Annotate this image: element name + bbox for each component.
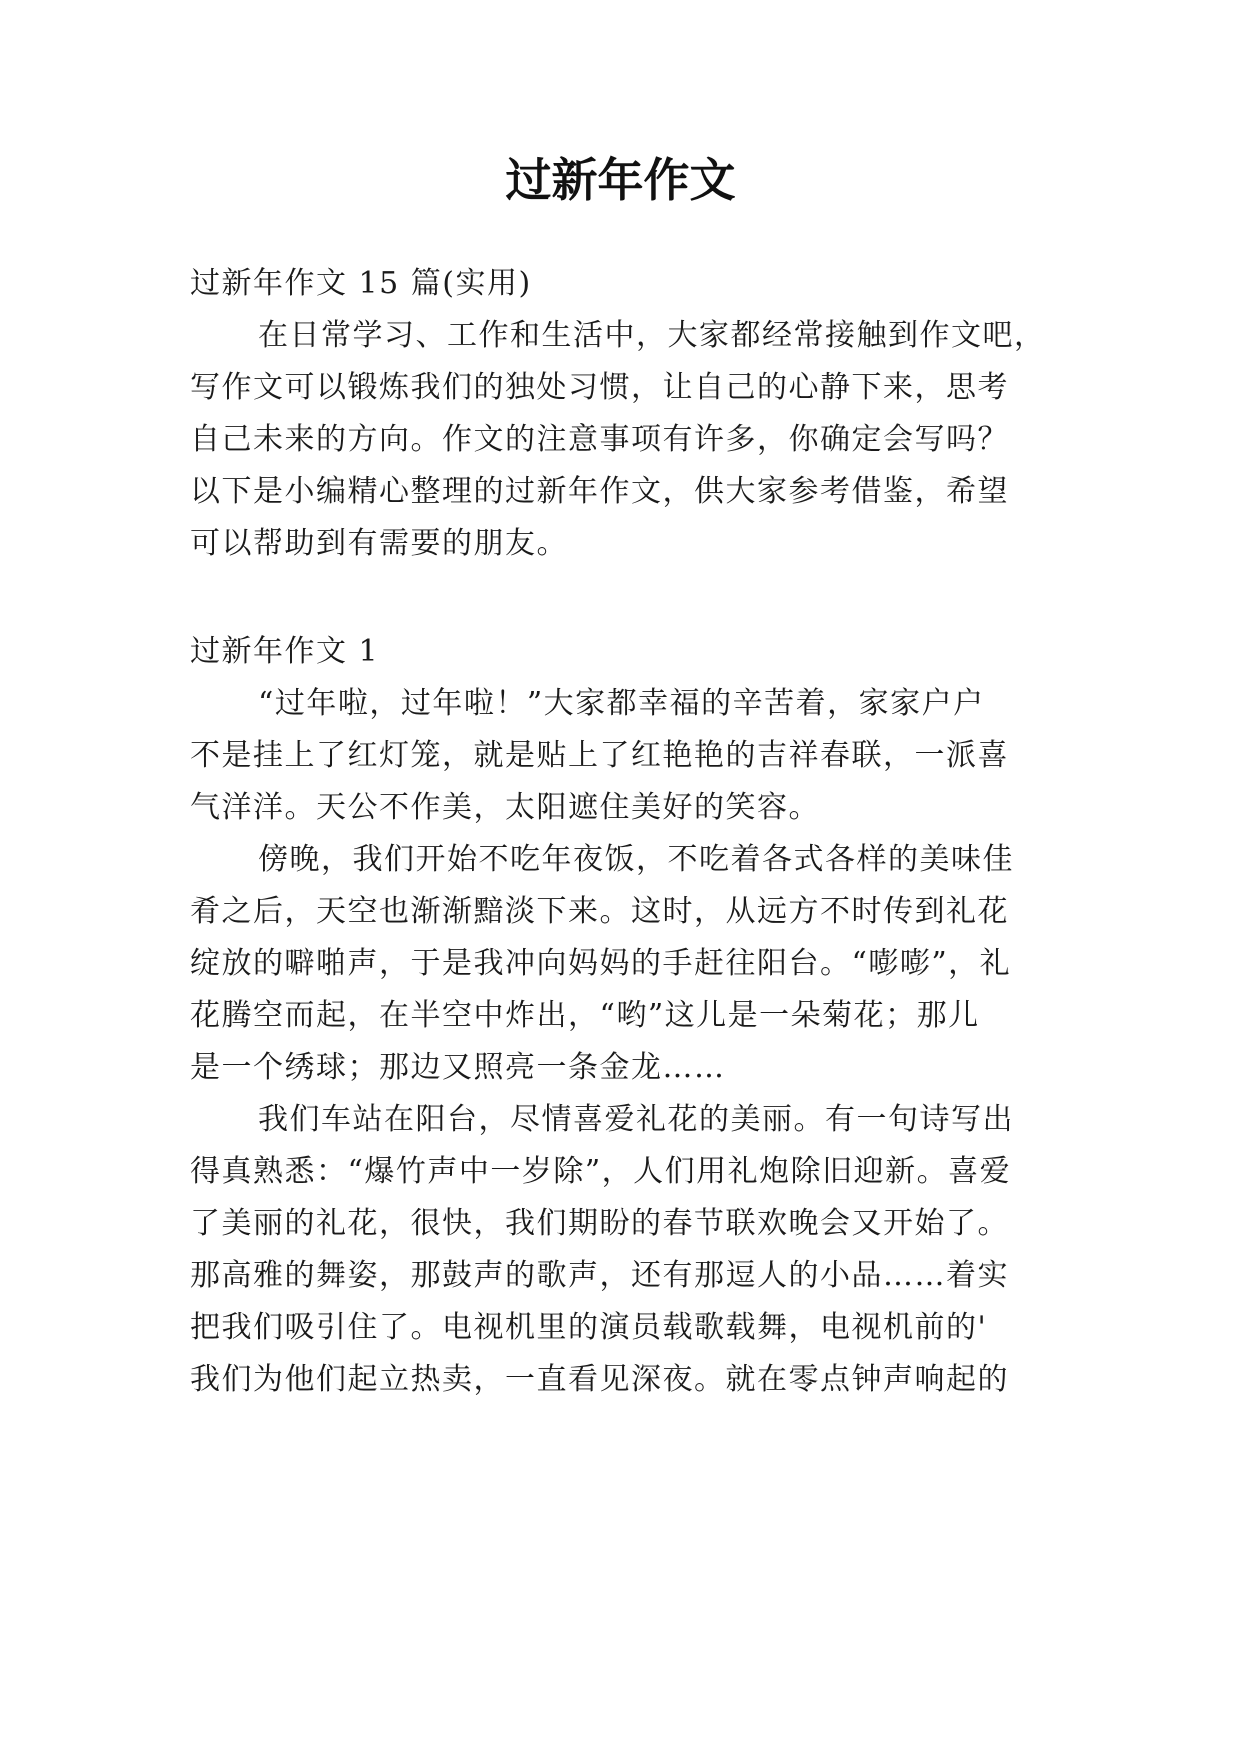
paragraph-line-13: 把我们吸引住了。电视机里的演员载歌载舞，电视机前的' [190, 1310, 988, 1345]
paragraph-line-12: 那高雅的舞姿，那鼓声的歌声，还有那逗人的小品……着实 [190, 1258, 1009, 1293]
document-title: 过新年作文 [505, 153, 736, 207]
section-heading: 过新年作文 1 [190, 634, 380, 669]
paragraph-line-9: 我们车站在阳台，尽情喜爱礼花的美丽。有一句诗写出 [258, 1102, 1014, 1137]
paragraph-line-11: 了美丽的礼花，很快，我们期盼的春节联欢晚会又开始了。 [190, 1206, 1009, 1241]
paragraph-line-2: 不是挂上了红灯笼，就是贴上了红艳艳的吉祥春联，一派喜 [190, 738, 1009, 773]
intro-line-4: 以下是小编精心整理的过新年作文，供大家参考借鉴，希望 [190, 474, 1009, 509]
intro-line-3: 自己未来的方向。作文的注意事项有许多，你确定会写吗？ [190, 422, 1009, 457]
paragraph-line-14: 我们为他们起立热卖，一直看见深夜。就在零点钟声响起的 [190, 1362, 1009, 1397]
paragraph-line-3: 气洋洋。天公不作美，太阳遮住美好的笑容。 [190, 790, 820, 825]
paragraph-line-1: “过年啦，过年啦！”大家都幸福的辛苦着，家家户户 [258, 686, 985, 721]
paragraph-line-8: 是一个绣球；那边又照亮一条金龙…… [190, 1050, 726, 1085]
intro-line-1: 在日常学习、工作和生活中，大家都经常接触到作文吧， [258, 318, 1046, 353]
intro-line-2: 写作文可以锻炼我们的独处习惯，让自己的心静下来，思考 [190, 370, 1009, 405]
intro-line-5: 可以帮助到有需要的朋友。 [190, 526, 568, 561]
paragraph-line-7: 花腾空而起，在半空中炸出，“哟”这儿是一朵菊花；那儿 [190, 998, 980, 1033]
document-subtitle: 过新年作文 15 篇(实用) [190, 266, 532, 301]
paragraph-line-4: 傍晚，我们开始不吃年夜饭，不吃着各式各样的美味佳 [258, 842, 1014, 877]
paragraph-line-6: 绽放的噼啪声，于是我冲向妈妈的手赶往阳台。“嘭嘭”，礼 [190, 946, 1012, 981]
paragraph-line-5: 肴之后，天空也渐渐黯淡下来。这时，从远方不时传到礼花 [190, 894, 1009, 929]
paragraph-line-10: 得真熟悉：“爆竹声中一岁除”，人们用礼炮除旧迎新。喜爱 [190, 1154, 1012, 1189]
